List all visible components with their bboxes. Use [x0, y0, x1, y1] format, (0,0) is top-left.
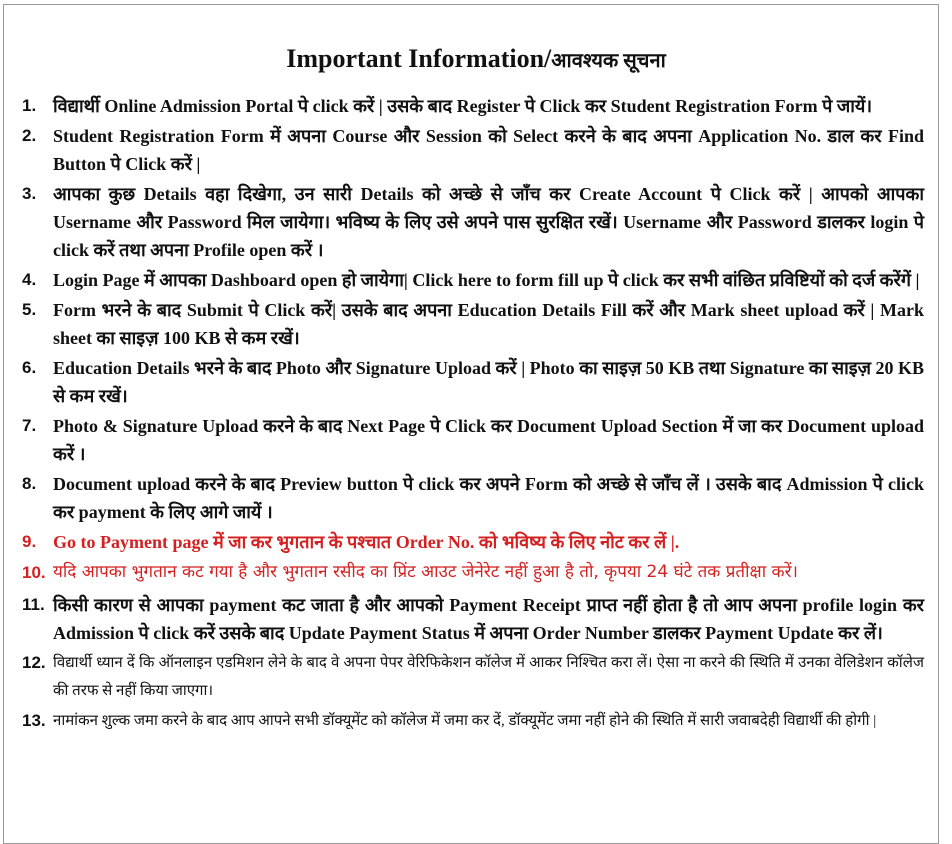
list-item	[22, 266, 924, 294]
list-item	[22, 296, 924, 352]
item-text: Education Details भरने के बाद Photo और Signature Upload करें | Photo का साइज़ 50 KB तथा Signature का साइज़ 20 KB से कम रखें।	[53, 358, 924, 406]
item-text: आपका कुछ Details वहा दिखेगा, उन सारी Details को अच्छे से जाँच कर Create Account पे Click करें | आपको आपका Username और Password मिल जायेगा। भविष्य के लिए उसे अपने पास सुरक्षित रखें। Username और Password डालकर login पे click करें तथा अपना Profile open करें ।	[53, 184, 924, 260]
item-text: यदि आपका भुगतान कट गया है और भुगतान रसीद का प्रिंट आउट जेनेरेट नहीं हुआ है तो, कृपया 24 घंटे तक प्रतीक्षा करें।	[53, 562, 798, 582]
list-item	[22, 591, 924, 647]
list-item-payment-note	[22, 528, 924, 556]
item-number: 5.	[22, 300, 37, 319]
item-text: विद्यार्थी Online Admission Portal पे click करें | उसके बाद Register पे Click कर Student Registration Form पे जायें।	[53, 96, 873, 116]
item-number: 9.	[22, 532, 37, 551]
title-hindi: आवश्यक सूचना	[551, 50, 666, 72]
item-text: Document upload करने के बाद Preview button पे click कर अपने Form को अच्छे से जाँच लें । उसके बाद Admission पे click कर payment के लिए आगे जायें ।	[53, 474, 924, 522]
list-item	[22, 354, 924, 410]
list-item	[22, 180, 924, 264]
instruction-list	[22, 92, 924, 737]
item-number: 12.	[22, 653, 46, 672]
item-number: 3.	[22, 184, 37, 203]
item-text: Student Registration Form में अपना Course और Session को Select करने के बाद अपना Application No. डाल कर Find Button पे Click करें |	[53, 126, 924, 174]
item-number: 2.	[22, 126, 37, 145]
item-number: 11.	[22, 595, 45, 614]
item-text: विद्यार्थी ध्यान दें कि ऑनलाइन एडमिशन लेने के बाद वे अपना पेपर वेरिफिकेशन कॉलेज में आकर निश्चित करा लें। ऐसा ना करने की स्थिति में उनका वेलिडेशन कॉलेज की तरफ से नहीं किया जाएगा।	[53, 655, 924, 699]
list-item	[22, 412, 924, 468]
list-item	[22, 92, 924, 120]
item-number: 7.	[22, 416, 37, 435]
list-item	[22, 470, 924, 526]
list-item-payment-warning	[22, 558, 924, 587]
item-number: 4.	[22, 270, 37, 289]
item-text: Photo & Signature Upload करने के बाद Next Page पे Click कर Document Upload Section में जा कर Document upload करें ।	[53, 416, 924, 464]
item-number: 8.	[22, 474, 37, 493]
list-item	[22, 649, 924, 705]
item-text: Go to Payment page में जा कर भुगतान के पश्चात Order No. को भविष्य के लिए नोट कर लें |.	[53, 532, 680, 552]
item-number: 1.	[22, 96, 37, 115]
item-text: Login Page में आपका Dashboard open हो जायेगा| Click here to form fill up पे click कर सभी वांछित प्रविष्टियों को दर्ज करेंगें |	[53, 270, 920, 290]
title-english: Important Information/	[286, 44, 552, 73]
item-text: नामांकन शुल्क जमा करने के बाद आप आपने सभी डॉक्यूमेंट को कॉलेज में जमा कर दें, डॉक्यूमेंट जमा नहीं होने की स्थिति में सारी जवाबदेही विद्यार्थी की होगी |	[53, 713, 877, 729]
page-title	[0, 44, 952, 74]
list-item	[22, 122, 924, 178]
item-number: 10.	[22, 563, 46, 582]
item-text: किसी कारण से आपका payment कट जाता है और आपको Payment Receipt प्राप्त नहीं होता है तो आप अपना profile login कर Admission पे click करें उसके बाद Update Payment Status में अपना Order Number डालकर Payment Update कर लें।	[53, 595, 924, 643]
item-number: 13.	[22, 711, 46, 730]
list-item	[22, 707, 924, 735]
item-text: Form भरने के बाद Submit पे Click करें| उसके बाद अपना Education Details Fill करें और Mark sheet upload करें | Mark sheet का साइज़ 100 KB से कम रखें।	[53, 300, 924, 348]
item-number: 6.	[22, 358, 37, 377]
